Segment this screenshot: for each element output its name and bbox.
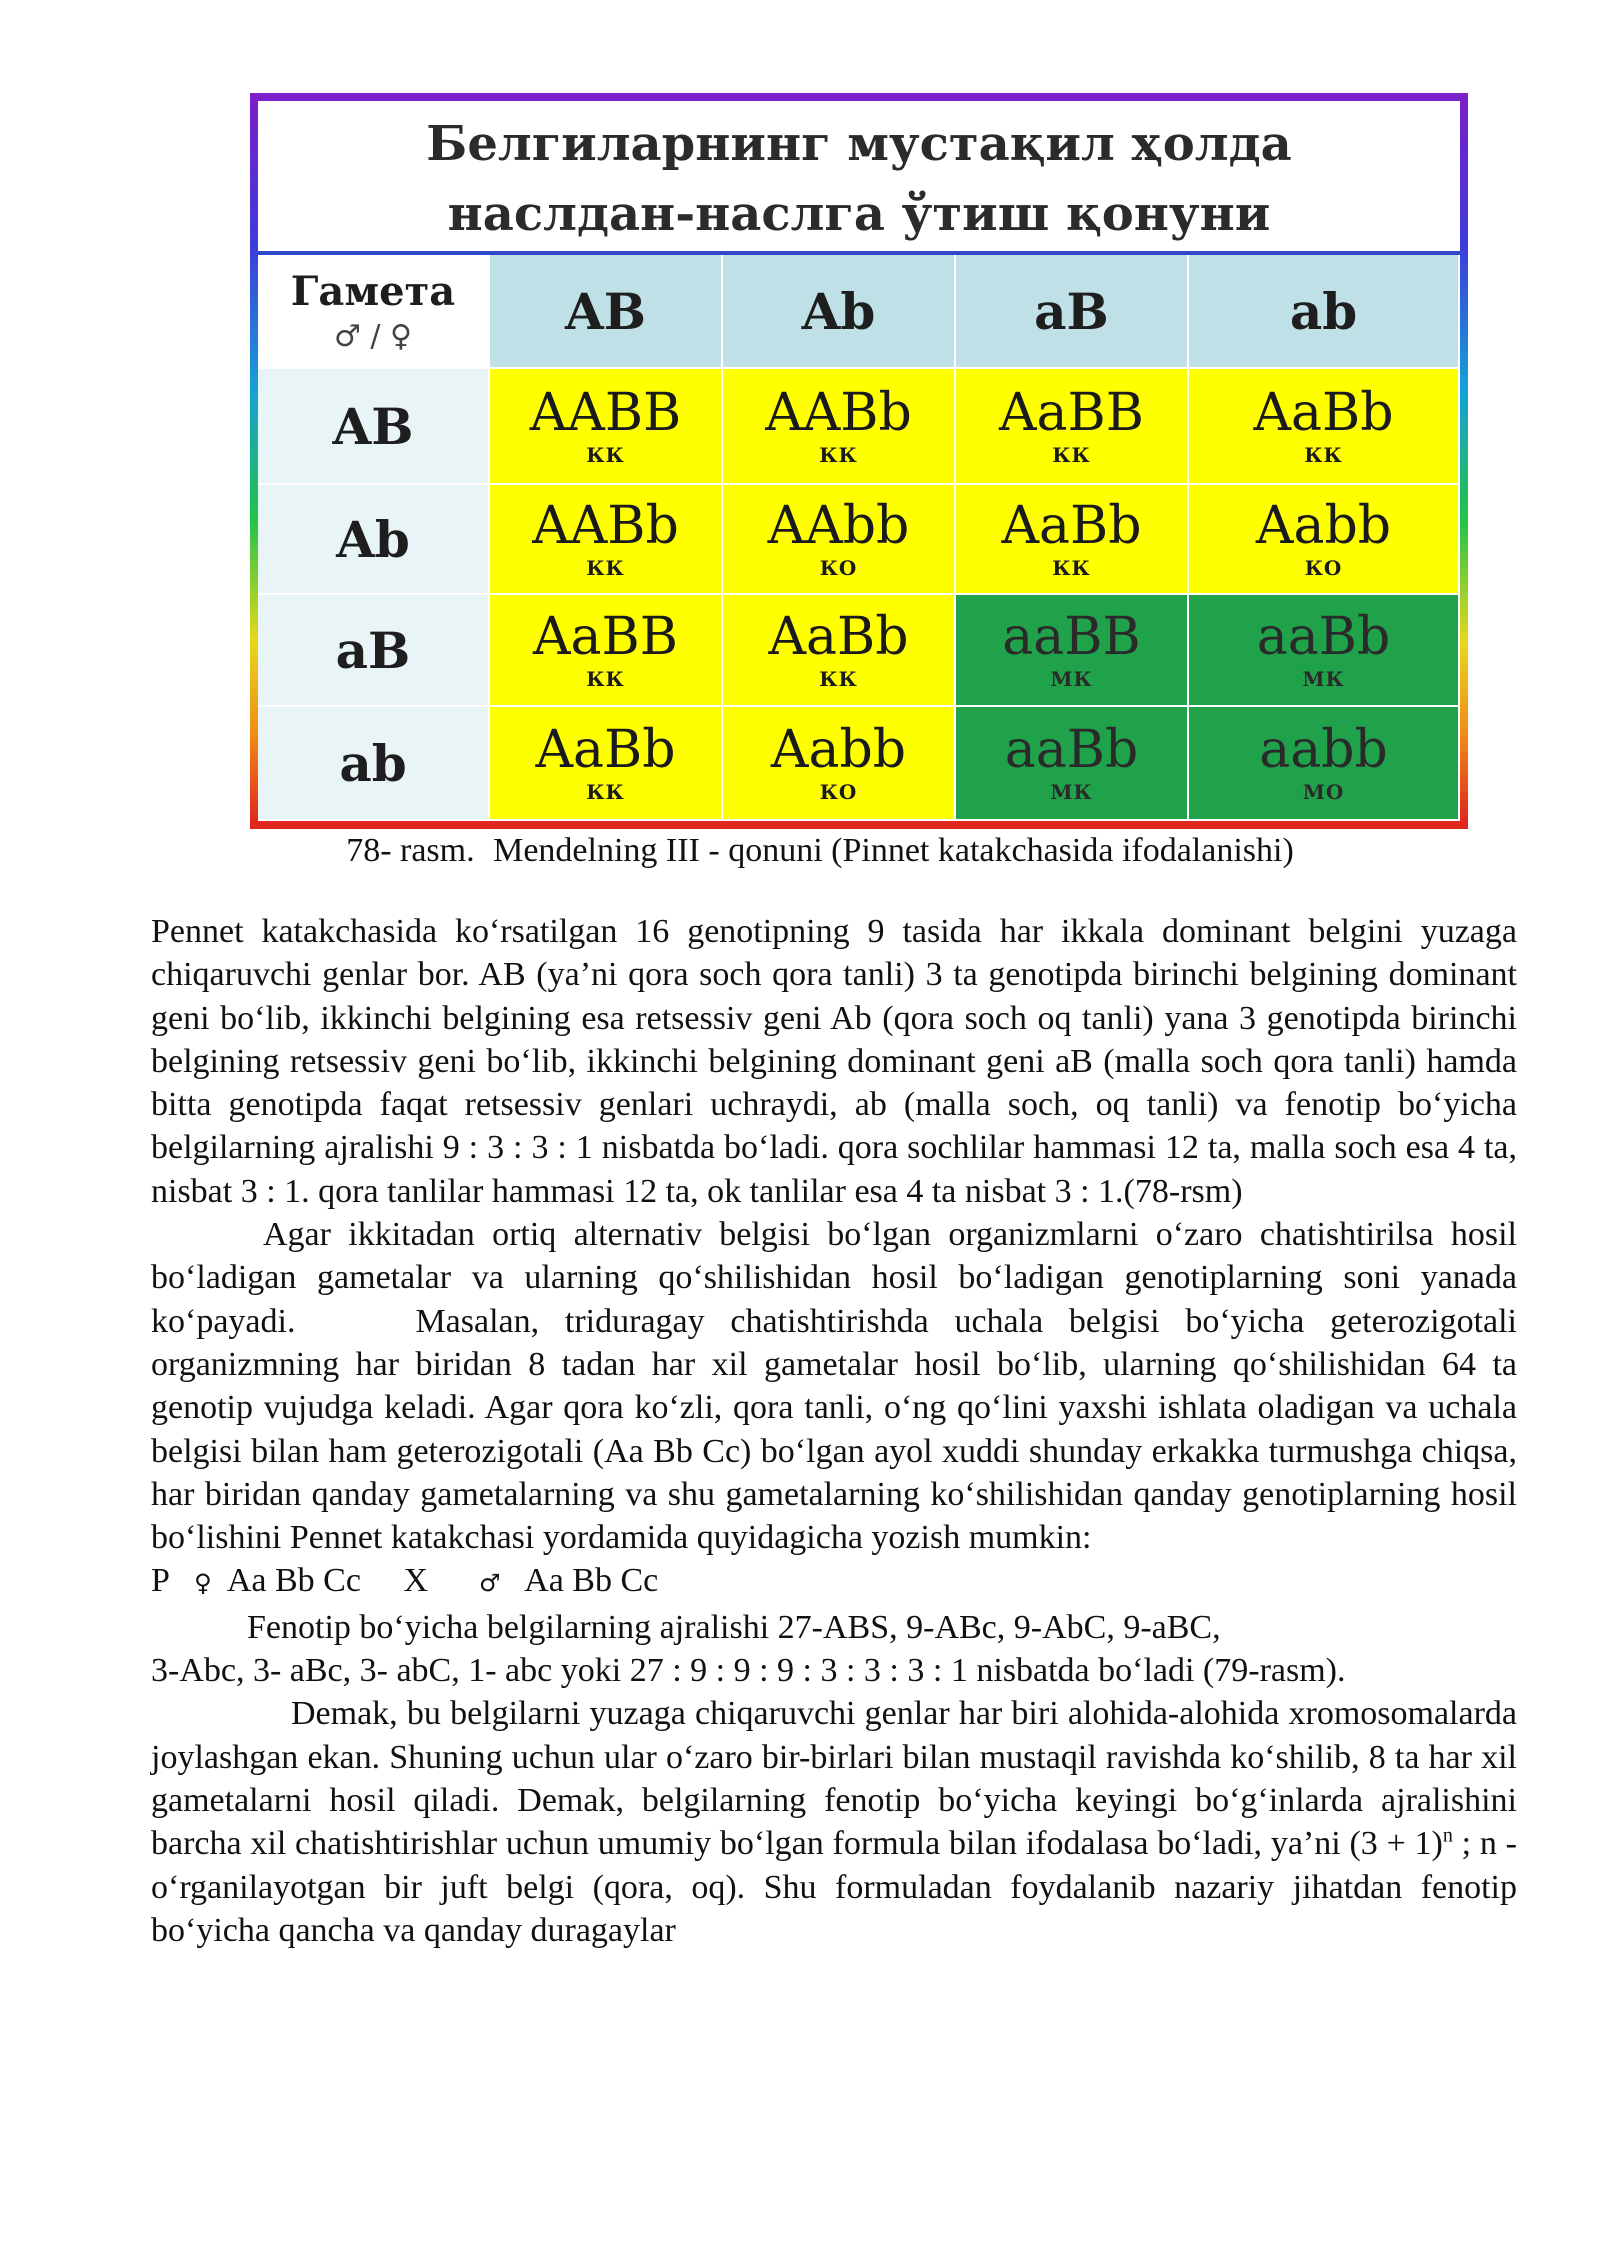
phenotype-label: КК xyxy=(1052,443,1091,467)
figure-title-line1: Белгиларнинг мустақил ҳолда xyxy=(426,116,1292,172)
genotype-cell xyxy=(723,707,956,821)
figure-title xyxy=(258,101,1460,251)
paragraph-4 xyxy=(151,1692,1517,1952)
phenotype-label: МК xyxy=(1050,780,1093,804)
phenotype-label: КК xyxy=(586,443,625,467)
genotype-cell xyxy=(1189,595,1460,707)
paragraph-1: Pennet katakchasida ko‘rsatilgan 16 genotipning 9 tasida har ikkala dominant belgini yuzaga chiqaruvchi genlar bor. AB (ya’ni qora soch qora tanli) 3 ta genotipda birinchi belgining dominant geni bo‘lib, ikkinchi belgining esa retsessiv geni Ab (qora soch oq tanli) yana 3 genotipda birinchi belgining retsessiv geni bo‘lib, ikkinchi belgining dominant geni aB (malla soch qora tanli) hamda bitta genotipda faqat retsessiv genlari uchraydi, ab (malla soch, oq tanli) va fenotip bo‘yicha belgilarning ajralishi 9 : 3 : 3 : 1 nisbatda bo‘ladi. qora sochlilar hammasi 12 ta, malla soch esa 4 ta, nisbat 3 : 1. qora tanlilar hammasi 12 ta, ok tanlilar esa 4 ta nisbat 3 : 1.(78-rsm) xyxy=(151,913,1517,1210)
genotype-cell xyxy=(723,369,956,485)
row-header xyxy=(258,595,490,707)
caption-number: 78- rasm. xyxy=(346,832,475,869)
genotype-label: aaBB xyxy=(1002,607,1141,667)
paragraph-4-text-end: ; n - o‘rganilayotgan bir juft belgi (qora, oq). Shu formuladan foydalanib nazariy jihatdan fenotip bo‘yicha qancha va qanday duragaylar xyxy=(151,1825,1517,1949)
genotype-cell xyxy=(956,595,1189,707)
phenotype-label: КО xyxy=(819,556,858,580)
genotype-cell xyxy=(956,485,1189,595)
paragraph-4-text: Demak, bu belgilarni yuzaga chiqaruvchi genlar har biri alohida-alohida xromosomalarda joylashgan ekan. Shuning uchun ular o‘zaro bir-birlari bilan mustaqil ravishda ko‘shilib, 8 ta har xil gametalarni hosil qiladi. Demak, belgilarning fenotip bo‘yicha keyingi bo‘g‘inlarda ajralishini barcha xil chatishtirishlar uchun umumiy bo‘lgan formula bilan ifodalasa bo‘ladi, ya’ni (3 + 1) xyxy=(151,1695,1517,1863)
genotype-label: AABb xyxy=(765,383,912,443)
cross-male-genotype: Aa Bb Cc xyxy=(524,1562,659,1600)
column-header xyxy=(490,255,723,369)
female-symbol: ♀ xyxy=(194,1569,212,1598)
genotype-cell xyxy=(490,369,723,485)
punnett-square xyxy=(258,255,1460,821)
column-header-label: AB xyxy=(564,281,647,341)
exponent-n: n xyxy=(1442,1824,1453,1847)
phenotype-label: МО xyxy=(1302,780,1345,804)
column-header xyxy=(1189,255,1460,369)
column-header-label: aB xyxy=(1034,281,1109,341)
row-header xyxy=(258,707,490,821)
genotype-cell xyxy=(956,707,1189,821)
body-text xyxy=(151,910,1517,1952)
column-header-label: Ab xyxy=(801,281,876,341)
genotype-label: aabb xyxy=(1259,720,1388,780)
paragraph-2-part2: Masalan, triduragay chatishtirishda uchala belgisi bo‘yicha geterozigotali organizmning har biridan 8 tadan har xil gametalar hosil bo‘lib, ularning qo‘shilishidan 64 ta genotip vujudga keladi. Agar qora ko‘zli, qora tanli, o‘ng qo‘lini yaxshi ishlata oladigan va uchala belgisi bilan ham geterozigotali (Aa Bb Cc) bo‘lgan ayol xuddi shunday erkakka turmushga chiqsa, har biridan qanday gametalarning va shu gametalarning ko‘shilishidan qanday genotiplarning hosil bo‘lishini Pennet katakchasi yordamida quyidagicha yozish mumkin: xyxy=(151,1302,1517,1557)
paragraph-3-line2: 3-Abc, 3- aBc, 3- abC, 1- abc yoki 27 : 9 : 9 : 9 : 3 : 3 : 3 : 1 nisbatda bo‘ladi (79-rasm). xyxy=(151,1652,1346,1690)
cross-female-genotype: Aa Bb Cc xyxy=(226,1562,361,1600)
genotype-label: aaBb xyxy=(1256,607,1391,667)
phenotype-label: КК xyxy=(1304,443,1343,467)
paragraph-3-line1: Fenotip bo‘yicha belgilarning ajralishi 27-ABS, 9-ABc, 9-AbC, 9-aBC, xyxy=(247,1608,1221,1646)
column-header xyxy=(956,255,1189,369)
sex-symbols: ♂ / ♀ xyxy=(333,319,413,354)
row-header xyxy=(258,485,490,595)
row-header xyxy=(258,369,490,485)
phenotype-label: МК xyxy=(1302,667,1345,691)
gamete-corner-cell xyxy=(258,255,490,369)
genotype-label: Aabb xyxy=(770,720,907,780)
row-header-label: Ab xyxy=(336,509,410,569)
male-symbol: ♂ xyxy=(479,1569,501,1598)
genotype-cell xyxy=(723,595,956,707)
phenotype-label: КК xyxy=(1052,556,1091,580)
genotype-cell xyxy=(490,595,723,707)
phenotype-label: КК xyxy=(819,443,858,467)
genotype-label: AABb xyxy=(532,496,679,556)
genotype-label: AaBB xyxy=(533,607,678,667)
genotype-label: AaBb xyxy=(1001,496,1142,556)
column-header xyxy=(723,255,956,369)
row-header-label: ab xyxy=(339,733,407,793)
punnett-figure xyxy=(250,93,1468,829)
genotype-cell xyxy=(490,485,723,595)
genotype-label: AaBb xyxy=(1253,383,1394,443)
genotype-label: AaBB xyxy=(999,383,1144,443)
cross-parent-label: P xyxy=(151,1562,169,1600)
gamete-label: Гамета xyxy=(290,268,456,315)
genotype-label: AAbb xyxy=(767,496,910,556)
phenotype-label: КО xyxy=(819,780,858,804)
figure-title-line2: наслдан-наслга ўтиш қонуни xyxy=(447,186,1271,242)
genotype-cell xyxy=(723,485,956,595)
row-header-label: AB xyxy=(332,396,414,456)
genotype-label: Aabb xyxy=(1255,496,1392,556)
cross-formula xyxy=(151,1559,1517,1605)
genotype-label: AaBb xyxy=(768,607,909,667)
genotype-cell xyxy=(1189,369,1460,485)
genotype-label: AABB xyxy=(529,383,682,443)
row-header-label: aB xyxy=(335,620,411,680)
genotype-cell xyxy=(956,369,1189,485)
phenotype-label: КК xyxy=(586,780,625,804)
caption-text: Mendelning III - qonuni (Pinnet katakchasida ifodalanishi) xyxy=(493,832,1294,869)
genotype-label: aaBb xyxy=(1004,720,1139,780)
cross-x: X xyxy=(403,1562,429,1600)
genotype-cell xyxy=(1189,707,1460,821)
paragraph-2 xyxy=(151,1213,1517,1559)
genotype-cell xyxy=(490,707,723,821)
column-header-label: ab xyxy=(1289,281,1358,341)
phenotype-label: КО xyxy=(1304,556,1343,580)
genotype-label: AaBb xyxy=(535,720,676,780)
phenotype-label: КК xyxy=(819,667,858,691)
phenotype-label: МК xyxy=(1050,667,1093,691)
genotype-cell xyxy=(1189,485,1460,595)
phenotype-label: КК xyxy=(586,667,625,691)
phenotype-label: КК xyxy=(586,556,625,580)
figure-caption xyxy=(0,832,1600,870)
paragraph-2-part1: Agar ikkitadan ortiq alternativ belgisi bo‘lgan organizmlarni o‘zaro chatishtirilsa hosil bo‘ladigan gametalar va ularning qo‘shilishidan hosil bo‘ladigan genotiplarning soni yanada ko‘payadi. xyxy=(151,1216,1517,1340)
